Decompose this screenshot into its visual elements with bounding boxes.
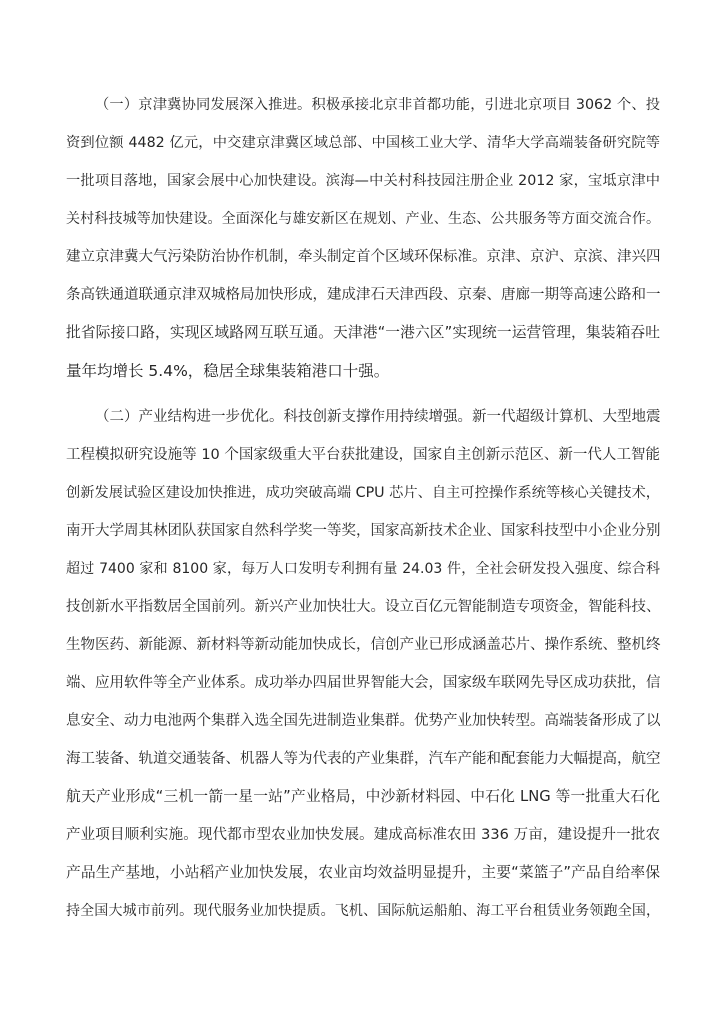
paragraph-2-line-2: 工程模拟研究设施等 10 个国家级重大平台获批建设，国家自主创新示范区、新一代人工智能 [66,447,660,463]
paragraph-1-line-7: 批省际接口路，实现区域路网互联互通。天津港“一港六区”实现统一运营管理，集装箱吞吐 [66,324,660,341]
paragraph-2-line-8: 端、应用软件等全产业体系。成功举办四届世界智能大会，国家级车联网先导区成功获批，信 [66,675,661,691]
paragraph-2-line-7: 生物医药、新能源、新材料等新动能加快成长，信创产业已形成涵盖芯片、操作系统、整机终 [66,637,661,653]
paragraph-1-line-3: 一批项目落地，国家会展中心加快建设。滨海—中关村科技园注册企业 2012 家，宝坻京津中 [66,173,660,189]
paragraph-2-line-4: 南开大学周其林团队获国家自然科学奖一等奖，国家高新技术企业、国家科技型中小企业分别 [66,523,661,539]
paragraph-2-line-6: 技创新水平指数居全国前列。新兴产业加快壮大。设立百亿元智能制造专项资金，智能科技、 [66,599,661,615]
paragraph-2-line-10: 海工装备、轨道交通装备、机器人等为代表的产业集群，汽车产能和配套能力大幅提高，航空 [66,751,661,767]
paragraph-2-line-14: 持全国大城市前列。现代服务业加快提质。飞机、国际航运船舶、海工平台租赁业务领跑全国， [66,903,660,919]
paragraph-1-line-1: （一）京津冀协同发展深入推进。积极承接北京非首都功能，引进北京项目 3062 个、投 [95,97,660,113]
paragraph-1-line-6: 条高铁通道联通京津双城格局加快形成，建成津石天津西段、京秦、唐廊一期等高速公路和一 [66,287,661,303]
paragraph-2-line-11: 航天产业形成“三机一箭一星一站”产业格局，中沙新材料园、中石化 LNG 等一批重大石化 [66,788,660,805]
paragraph-2-line-1: （二）产业结构进一步优化。科技创新支撑作用持续增强。新一代超级计算机、大型地震 [95,409,661,425]
paragraph-1-line-4: 关村科技城等加快建设。全面深化与雄安新区在规划、产业、生态、公共服务等方面交流合作。 [66,211,660,227]
paragraph-2-line-13: 产品生产基地，小站稻产业加快发展，农业亩均效益明显提升，主要“菜篮子”产品自给率保 [66,864,660,881]
paragraph-1-line-2: 资到位额 4482 亿元，中交建京津冀区域总部、中国核工业大学、清华大学高端装备研究院等 [66,135,660,151]
paragraph-1-line-8: 量年均增长 5.4%，稳居全球集装箱港口十强。 [66,362,390,380]
paragraph-2-line-5: 超过 7400 家和 8100 家，每万人口发明专利拥有量 24.03 件，全社会研发投入强度、综合科 [66,561,660,577]
paragraph-2-line-12: 产业项目顺利实施。现代都市型农业加快发展。建成高标准农田 336 万亩，建设提升一批农 [66,827,660,843]
paragraph-2-line-9: 息安全、动力电池两个集群入选全国先进制造业集群。优势产业加快转型。高端装备形成了以 [66,713,661,729]
paragraph-2-line-3: 创新发展试验区建设加快推进，成功突破高端 CPU 芯片、自主可控操作系统等核心关键技术， [66,485,660,501]
paragraph-1-line-5: 建立京津冀大气污染防治协作机制，牵头制定首个区域环保标准。京津、京沪、京滨、津兴四 [66,249,661,265]
